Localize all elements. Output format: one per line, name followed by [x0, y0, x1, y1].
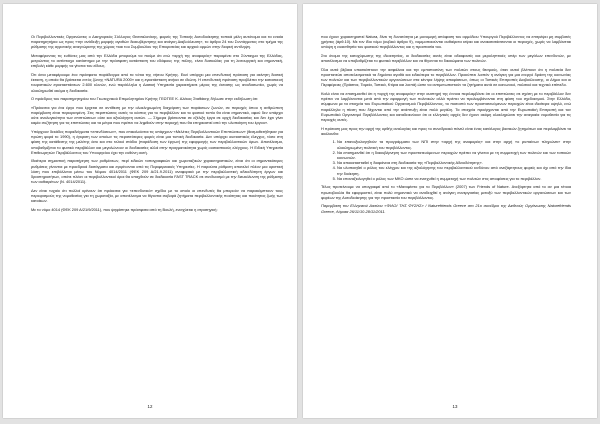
proposal-list-item: 1. Να επαναξιολογηθούν τα προγράμματα των ΝΠΙ στην «αρχή της αναφοράς» και στην αρχή «ο ρυπαίνων πληρώνει» στην ολοκληρωμένη πολιτική του περιβάλλοντος.	[337, 139, 571, 149]
left-page	[3, 4, 297, 418]
proposal-list-item: 2. Να επισημανθεί ότι η διακυβέρνηση των προστατευόμενων περιοχών πρέπει να γίνεται με τη συμμετοχή των πολιτών και των τοπικών κοινωνιών.	[337, 150, 571, 160]
proposal-list	[321, 139, 571, 181]
right-page-number: 13	[452, 404, 458, 409]
left-paragraph-4: Ο πρόεδρος του παρατηρητηρίου του Γεωτεχνικού Επιμελητηρίου Κρήτης ΓΕΩΤΕΕ Κ. Αλέκος Σταθάκης δήλωσε στην εκδήλωση ότι:	[31, 96, 259, 102]
left-paragraph-9: Με το νόμο 4014 (ΦΕΚ 209 Α/21/9/2011), που ψηφίστηκε πρόσφατα από τη Βουλή, ενισχύεται η στρατηγική:	[31, 206, 218, 212]
proposal-list-item: 4. Να υλοποιηθεί ο ρόλος του ελέγχου και της αξιολόγησης του περιβαλλοντικού κινδύνου από ανεξάρτητους φορείς και όχι από την ίδια την διοίκηση.	[337, 165, 571, 175]
right-paragraph-4: Καλό είναι να επισημανθεί ότι η «αρχή της αναφοράς» στην αυστηρή της έννοια περιλαμβάνει ότι οι επιπτώσεις σε σχέση με το περιβάλλον δεν πρέπει να λαμβάνονται μετά από την εφαρμογή των πολιτικών αλλά πρέπει να προλαμβάνονται στη φάση του σχεδιασμού. Στην Ελλάδα, σύμφωνα με τα στοιχεία του Ευρωπαϊκού Οργανισμού Περιβάλλοντος, το ποσοστό των προστατευόμενων περιοχών είναι ιδιαίτερα υψηλό, ενώ παράλληλα η πίεση που δέχονται από την ανάπτυξη είναι πολύ μεγάλη. Τα στοιχεία προέρχονται από την Ευρωπαϊκή Επιτροπή και τον Ευρωπαϊκό Οργανισμό Περιβάλλοντος και καταδεικνύουν ότι οι ελληνικές αρχές δεν έχουν ακόμη ολοκληρώσει την αναγκαία νομοθεσία για τις περιοχές αυτές.	[321, 91, 571, 123]
left-paragraph-1: Οι Περιβαλλοντικές Οργανώσεις ο Δικηγορικός Σύλλογος Θεσσαλονίκης, φορείς της Τοπικής Αυτοδιοίκησης τοπικά μέλη αυτόνομα και τα ενιαία παρατηρητήρια ως προς «την ανάδειξη μορφής αγαθών διακυβέρνησης και ανάγκη Διαβούλευση», το άρθρο 24 του Συντάγματος στο τμήμα της ρύθμισης της αγροτικής αναγνώρισης της χώρας «και του Συμβουλίου της Επικρατείας και αρχικά ορμών στην διαρκή αντίληψη.	[31, 34, 283, 50]
proposal-list-item: 3. Να αποκατασταθεί η διαφάνεια στη διαδικασία της «Περιβαλλοντικής Αδειοδότησης».	[337, 160, 571, 165]
right-paragraph-5: Η πρόταση μας προς την αρχή της ορθής αναλογίας και προς το συνεδριακό πάνελ είναι ένας κατάλογος βασικών ζητημάτων και περιλαμβάνει τα ακόλουθα:	[321, 125, 571, 136]
left-page-text	[31, 34, 283, 396]
signature-note: Παρεμβαση του Ελληνικού Δικτύου «ΦΙΛΟΙ ΤΗΣ ΦΥΣΗΣ» / Naturefriends Greece στο 21ο συνέδριο της Διεθνούς Οργάνωσης Naturefriends Greece, Λάρισα 26/11/10-28/11/2011.	[321, 203, 571, 214]
right-page	[303, 4, 597, 418]
left-paragraph-5: «Πρόκειται για ένα έργο που έρχεται σε αντίθεση με την ολοκληρωμένη διαχείριση των παράκτιων ζωνών, σε περιοχές όπου η ανθρώπινη παρέμβαση είναι περιορισμένη. Στις περιπτώσεις αυτές το κόστος για το περιβάλλον και το φυσικό τοπίο θα είναι σημαντικό, αφού δεν υπάρχει ούτε αναλογικότητα των επιπτώσεων ούτε και αξιολόγηση αυτών. — Σήμερα βρίσκονται σε εξέλιξη έργα σε αρχή διαδικασίας και δεν έχει γίνει καμία συζήτηση για τις επιπτώσεις και τα μέτρα που πρέπει να ληφθούν στην περιοχή που θα επηρεαστεί από την υλοποίηση του έργου».	[31, 104, 283, 126]
right-page-text	[321, 34, 571, 396]
right-paragraph-3: Όλα αυτά βέβαια υποσκάπτουν την ασφάλεια και την εμπιστοσύνη των πολιτών στους θεσμούς, όταν αυτοί βλέπουν ότι η πολιτεία δεν προστατεύει αποτελεσματικά τα δημόσια αγαθά και ειδικότερα το περιβάλλον. Προκύπτει λοιπόν η ανάγκη για μια ενεργό δράση της κοινωνίας των πολιτών και των περιβαλλοντικών οργανώσεων στα κέντρα λήψης αποφάσεων, όπως οι Τοπικές Επιτροπές Διαβούλευσης, οι Δήμοι και οι Περιφέρειες (Πράσινα, Ταμεία, Τοπικά, Κτίρια και λοιπά) ώστε να αντιμετωπιστούν τα ζητήματα αυτά σε κοινωνικό, πολιτικό και τεχνικό επίπεδο.	[321, 66, 571, 88]
left-paragraph-6: Υπάρχουν δεκάδες παραδείγματα «επενδύσεων», που επικαλούνται τις υπάρχουν «Μελέτες Περιβαλλοντικών Επιπτώσεων» (θεσμοθετήθηκαν για πρώτη φορά το 1990), η έγκριση των οποίων τις περισσότερες φορές είναι μια τυπική διαδικασία. Δεν υπάρχει ουσιαστικός έλεγχος, τόσο στη φάση της κατάθεσης της μελέτης όσο και στο τελικό στάδιο (παράδοση των έργων) της εφαρμογής των περιβαλλοντικών όρων. Αποτέλεσμα, υποβαθμίζεται το φυσικό περιβάλλον και μεγαλώνουν οι διαδικασίες αλλά στην πραγματικότητα χωρίς ουσιαστικούς ελέγχους. Η Ειδική Υπηρεσία Επιθεωρητών Περιβάλλοντος του Υπουργείου έχει την ευθύνη αυτή.	[31, 129, 283, 155]
left-paragraph-7: Ιδιαίτερα σημαντική παρατήρηση των ρυθμίσεων, περί ειδικών τοπογραφικών και χωροταξικών χαρακτηριστικών, είναι ότι οι σημαντικότερες ρυθμίσεις γίνονται με προεδρικά διατάγματα και εγκρίνονται από τις Περιφερειακές Υπηρεσίες. Η παρούσα ρύθμιση αποτελεί πλέον μια οριστική λύση που επιβάλλεται μέσω του Νόμου 4014/2011 (ΦΕΚ 209 Α/21.9.2011) αναφορικά με την περιβαλλοντική αδειοδότηση έργων και δραστηριοτήτων, οπότε πλέον οι περιβαλλοντικοί όροι θα υπαχθούν σε διαδικασία FAST TRACK σε συνδυασμό με την διευκόλυνση της ρύθμισης των αυθαιρέτων (Ν. 4014/2011).	[31, 158, 283, 185]
proposal-list-item: 5. Να επαναξιολογηθεί ο ρόλος των ΜΚΟ ώστε να ενισχυθεί η συμμετοχή των πολιτών στις αποφάσεις για το περιβάλλον.	[337, 176, 571, 181]
right-paragraph-2: Στο όνομα της κατοχύρωσης της ιδιοκτησίας, οι διαδικασίες αυτές είναι αδιαφανείς και μεροληπτικές υπέρ των μεγάλων επενδυτών, με αποτέλεσμα να υποβαθμίζεται το φυσικό περιβάλλον και να θίγονται τα δικαιώματα των πολιτών.	[321, 53, 571, 64]
left-paragraph-3: Ότι όσοι μεταφέρουμε ένα πρόσφατο παράδειγμα από τα νότια της νήσου Κρήτης. Εκεί υπάρχει μια επενδυτική πρόταση για ακίνητη δασική έκταση, η οποία θα βρίσκεται εντός ζώνης «NATURA 2000» και η εγκατάσταση ανήκει σε ιδιώτη. Η επενδυτική πρόταση προβλέπει την κατασκευή τουριστικών εγκαταστάσεων 2.600 κλινών, ενώ παράλληλα η Δασική Υπηρεσία χαρακτήρισε μέρος της έκτασης ως αναδασωτέα, χωρίς να ολοκληρωθεί ακόμα η διαδικασία.	[31, 72, 283, 93]
left-page-number: 12	[147, 404, 153, 409]
left-paragraph-2: Μεταφέροντας τις ευθύνες μας από την Ελλάδα μπορούμε να πούμε ότι ενώ «αρχή της αναφοράς» παραμένει στο Σύνταγμα της Ελλάδας, μετρώντας το αντίστοιχο κατάστημα με την πρόσφατη κατάσταση του εδάφους της πόλης, είναι δυσκολίας για τη λειτουργική και σημαντική, επιβολή κάθε μορφής να γίνεται του είδους.	[31, 53, 283, 69]
left-paragraph-8: Δεν είναι τυχαίο ότι πολλοί κρίνουν ότι πρόκειται για «επενδυτικό» σχέδιο με το οποίο οι επενδυτές θα μπορούν να παρακάμπτουν τους περιορισμούς της νομοθεσίας για τη χωροταξία, με αποτέλεσμα να θίγονται σοβαρά ζητήματα περιβαλλοντικής ποιότητας και ποιότητας ζωής των κατοίκων.	[31, 187, 283, 204]
right-closing-paragraph: Τέλος προτείνουμε να υπογραφεί από το «Μανιφέστο για το Περιβάλλον» (2007) των Friends of Nature. Ανεξάρτητα από το αν μια τέτοια πρωτοβουλία θα εφαρμοστεί, είναι πολύ σημαντικό να αναδειχθεί η ανάγκη συνεργασίας μεταξύ των περιβαλλοντικών οργανώσεων και των φορέων της Αυτοδιοίκησης για την προστασία του περιβάλλοντος.	[321, 184, 571, 200]
right-paragraph-1: που έχουν χαρακτηριστεί Natura, δίνει τη δυνατότητα με μονομερή απόφαση του αρμόδιου Υπουργού Περιβάλλοντος να επιτρέψει μη συμβατές χρήσεις (άρθ.10). Με τον ίδιο νόμο (κυβικό άρθρο 9), νομιμοποιούνται αυθαίρετα κτίρια και ανακατατάσσονται οι περιοχές, χωρίς να λαμβάνεται υπόψη η ευαισθησία του φυσικού περιβάλλοντος και η προστασία του.	[321, 34, 571, 50]
